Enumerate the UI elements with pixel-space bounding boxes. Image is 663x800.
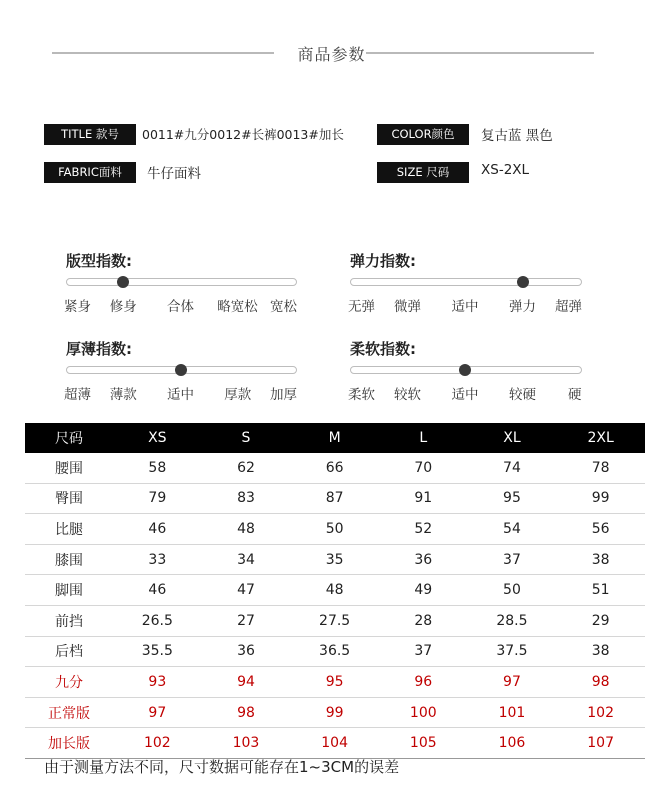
table-cell: 101 bbox=[468, 697, 557, 728]
table-row bbox=[25, 514, 645, 545]
fit-index-label: 紧身 bbox=[64, 299, 91, 315]
table-cell: 52 bbox=[379, 514, 468, 545]
table-cell: 96 bbox=[379, 667, 468, 698]
elasticity-index-label: 超弹 bbox=[555, 299, 582, 315]
softness-index-label: 适中 bbox=[451, 387, 479, 403]
table-cell: 46 bbox=[113, 575, 202, 606]
row-label: 比腿 bbox=[25, 514, 113, 545]
table-cell: 66 bbox=[290, 453, 379, 483]
table-cell: 46 bbox=[113, 514, 202, 545]
table-header-row bbox=[25, 423, 645, 453]
table-row bbox=[25, 697, 645, 728]
elasticity-index-knob bbox=[517, 276, 529, 288]
header-cell-xs: XS bbox=[113, 423, 202, 453]
table-cell: 58 bbox=[113, 453, 202, 483]
row-label: 正常版 bbox=[25, 697, 113, 728]
table-cell: 97 bbox=[113, 697, 202, 728]
thickness-index-label: 超薄 bbox=[64, 387, 91, 403]
table-cell: 79 bbox=[113, 483, 202, 514]
table-row bbox=[25, 605, 645, 636]
table-cell: 95 bbox=[468, 483, 557, 514]
header-cell-size: 尺码 bbox=[25, 423, 113, 453]
table-cell: 38 bbox=[556, 544, 645, 575]
thickness-index-title: 厚薄指数: bbox=[66, 340, 132, 358]
measurement-footnote: 由于测量方法不同，尺寸数据可能存在1~3CM的误差 bbox=[44, 758, 400, 776]
table-cell: 56 bbox=[556, 514, 645, 545]
table-cell: 37.5 bbox=[468, 636, 557, 667]
table-cell: 62 bbox=[202, 453, 291, 483]
table-row bbox=[25, 636, 645, 667]
row-label: 脚围 bbox=[25, 575, 113, 606]
table-cell: 106 bbox=[468, 728, 557, 759]
fabric-tag: FABRIC面料 bbox=[44, 162, 136, 183]
table-cell: 34 bbox=[202, 544, 291, 575]
table-cell: 102 bbox=[113, 728, 202, 759]
color-value: 复古蓝 黑色 bbox=[481, 128, 553, 144]
table-cell: 48 bbox=[290, 575, 379, 606]
table-cell: 95 bbox=[290, 667, 379, 698]
header-cell-2xl: 2XL bbox=[556, 423, 645, 453]
title-tag: TITLE 款号 bbox=[44, 124, 136, 145]
table-cell: 98 bbox=[556, 667, 645, 698]
row-label: 加长版 bbox=[25, 728, 113, 759]
table-cell: 87 bbox=[290, 483, 379, 514]
fit-index-label: 宽松 bbox=[270, 299, 297, 315]
table-cell: 102 bbox=[556, 697, 645, 728]
softness-index-label: 较软 bbox=[394, 387, 421, 403]
table-cell: 36 bbox=[202, 636, 291, 667]
table-cell: 54 bbox=[468, 514, 557, 545]
size-table bbox=[25, 423, 645, 759]
fit-index-track bbox=[66, 278, 297, 286]
row-label: 后档 bbox=[25, 636, 113, 667]
elasticity-index-label: 无弹 bbox=[348, 299, 375, 315]
table-cell: 74 bbox=[468, 453, 557, 483]
table-cell: 104 bbox=[290, 728, 379, 759]
fabric-value: 牛仔面料 bbox=[147, 166, 201, 182]
header-cell-m: M bbox=[290, 423, 379, 453]
header-cell-s: S bbox=[202, 423, 291, 453]
elasticity-index-label: 弹力 bbox=[509, 299, 536, 315]
table-cell: 98 bbox=[202, 697, 291, 728]
table-row bbox=[25, 544, 645, 575]
table-cell: 107 bbox=[556, 728, 645, 759]
table-cell: 91 bbox=[379, 483, 468, 514]
table-row bbox=[25, 728, 645, 759]
table-cell: 99 bbox=[556, 483, 645, 514]
table-cell: 38 bbox=[556, 636, 645, 667]
table-cell: 70 bbox=[379, 453, 468, 483]
fit-index-knob bbox=[117, 276, 129, 288]
table-row bbox=[25, 667, 645, 698]
table-cell: 37 bbox=[468, 544, 557, 575]
elasticity-index-label: 适中 bbox=[451, 299, 479, 315]
table-cell: 37 bbox=[379, 636, 468, 667]
softness-index-label: 柔软 bbox=[348, 387, 375, 403]
thickness-index-label: 厚款 bbox=[224, 387, 252, 403]
table-cell: 93 bbox=[113, 667, 202, 698]
table-cell: 28 bbox=[379, 605, 468, 636]
table-row bbox=[25, 483, 645, 514]
fit-index-title: 版型指数: bbox=[66, 252, 132, 270]
header-cell-l: L bbox=[379, 423, 468, 453]
table-cell: 83 bbox=[202, 483, 291, 514]
row-label: 九分 bbox=[25, 667, 113, 698]
thickness-index-label: 适中 bbox=[167, 387, 194, 403]
table-row bbox=[25, 453, 645, 483]
table-cell: 27 bbox=[202, 605, 291, 636]
thickness-index-label: 薄款 bbox=[109, 387, 137, 403]
table-cell: 50 bbox=[290, 514, 379, 545]
header-cell-xl: XL bbox=[468, 423, 557, 453]
row-label: 前挡 bbox=[25, 605, 113, 636]
table-cell: 35 bbox=[290, 544, 379, 575]
table-cell: 26.5 bbox=[113, 605, 202, 636]
row-label: 膝围 bbox=[25, 544, 113, 575]
table-cell: 49 bbox=[379, 575, 468, 606]
table-cell: 36 bbox=[379, 544, 468, 575]
fit-index-label: 合体 bbox=[167, 299, 194, 315]
header-line-right bbox=[366, 52, 594, 54]
title-value: 0011#九分0012#长裤0013#加长 bbox=[142, 127, 344, 142]
thickness-index-label: 加厚 bbox=[270, 387, 297, 403]
table-cell: 35.5 bbox=[113, 636, 202, 667]
size-value: XS-2XL bbox=[481, 162, 530, 178]
table-row bbox=[25, 575, 645, 606]
thickness-index-knob bbox=[175, 364, 187, 376]
page-title: 商品参数 bbox=[297, 45, 366, 64]
elasticity-index-track bbox=[350, 278, 582, 286]
elasticity-index-title: 弹力指数: bbox=[350, 252, 416, 270]
table-cell: 103 bbox=[202, 728, 291, 759]
row-label: 臀围 bbox=[25, 483, 113, 514]
row-label: 腰围 bbox=[25, 453, 113, 483]
softness-index-label: 硬 bbox=[568, 387, 582, 403]
color-tag: COLOR颜色 bbox=[377, 124, 469, 145]
table-cell: 50 bbox=[468, 575, 557, 606]
size-tag: SIZE 尺码 bbox=[377, 162, 469, 183]
table-cell: 94 bbox=[202, 667, 291, 698]
table-cell: 78 bbox=[556, 453, 645, 483]
table-cell: 51 bbox=[556, 575, 645, 606]
fit-index-label: 修身 bbox=[109, 299, 137, 315]
softness-index-title: 柔软指数: bbox=[350, 340, 416, 358]
elasticity-index-label: 微弹 bbox=[394, 299, 421, 315]
table-cell: 48 bbox=[202, 514, 291, 545]
table-cell: 105 bbox=[379, 728, 468, 759]
table-cell: 97 bbox=[468, 667, 557, 698]
table-cell: 36.5 bbox=[290, 636, 379, 667]
fit-index-label: 略宽松 bbox=[217, 299, 258, 315]
softness-index-knob bbox=[459, 364, 471, 376]
table-cell: 29 bbox=[556, 605, 645, 636]
table-cell: 33 bbox=[113, 544, 202, 575]
table-cell: 100 bbox=[379, 697, 468, 728]
table-cell: 99 bbox=[290, 697, 379, 728]
softness-index-label: 较硬 bbox=[509, 387, 536, 403]
table-cell: 28.5 bbox=[468, 605, 557, 636]
table-cell: 27.5 bbox=[290, 605, 379, 636]
table-cell: 47 bbox=[202, 575, 291, 606]
